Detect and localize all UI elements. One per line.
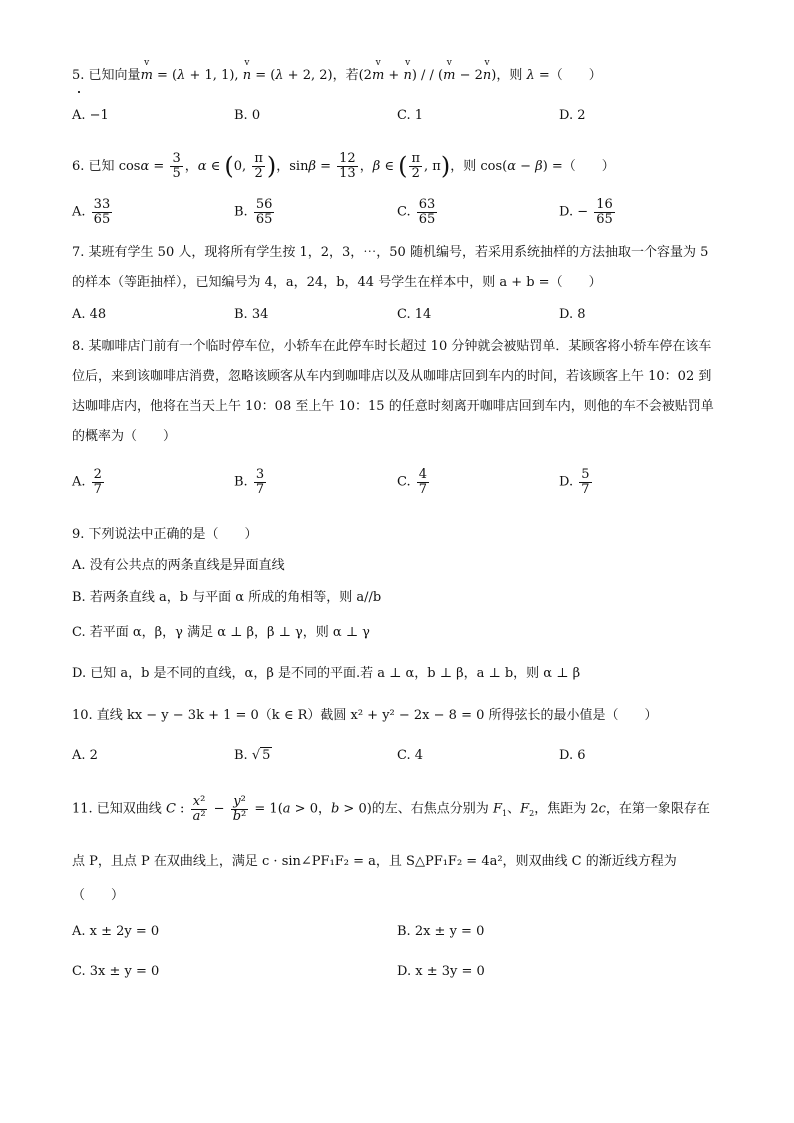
- q11-options-row2: [72, 964, 722, 998]
- question-7: 7. 某班有学生 50 人，现将所有学生按 1，2，3，⋯，50 随机编号，若采用系统抽样的方法抽取一个容量为 5 的样本（等距抽样），已知编号为 4，a，24，b，44 号学生在样本中，则 a + b =（ ）: [72, 245, 709, 290]
- question-8: 8. 某咖啡店门前有一个临时停车位，小轿车在此停车时长超过 10 分钟就会被贴罚单．某顾客将小轿车停在该车位后，来到该咖啡店消费，忽略该顾客从车内到咖啡店以及从咖啡店回到车内的时间，若该顾客上午 10：02 到达咖啡店内，他将在当天上午 10：08 至上午 10：15 的任意时刻离开咖啡店回到车内，则他的车不会被贴罚单的概率为（ ）: [72, 339, 714, 444]
- option-a[interactable]: A. −1: [72, 108, 109, 123]
- option-b[interactable]: B. √ 5: [234, 748, 271, 763]
- q9-option-c[interactable]: C. 若平面 α，β，γ 满足 α ⊥ β，β ⊥ γ，则 α ⊥ γ: [72, 625, 370, 640]
- option-c[interactable]: C. 3x ± y = 0: [72, 964, 160, 979]
- q9-option-a[interactable]: A. 没有公共点的两条直线是异面直线: [72, 558, 285, 573]
- question-10: 10. 直线 kx − y − 3k + 1 = 0（k ∈ R）截圆 x² + y² − 2x − 8 = 0 所得弦长的最小值是（ ）: [72, 708, 658, 723]
- option-a[interactable]: A. 2: [72, 748, 98, 763]
- option-d[interactable]: D. x ± 3y = 0: [397, 964, 485, 979]
- option-b[interactable]: B. 0: [234, 108, 261, 123]
- option-c[interactable]: C. 4: [397, 748, 424, 763]
- q10-options: [72, 748, 722, 782]
- question-5: 5. 已知向量v m = (λ + 1, 1), v n = (λ + 2, 2)，若(2v m + v n) / / (v m − 2v n)，则 λ =（ ）: [72, 66, 722, 86]
- q9-option-d[interactable]: D. 已知 a，b 是不同的直线，α，β 是不同的平面.若 a ⊥ α，b ⊥ β，a ⊥ b，则 α ⊥ β: [72, 666, 581, 681]
- stray-dot: [78, 91, 80, 93]
- option-c[interactable]: C. $\frac{63}{65}$: [397, 197, 436, 227]
- q11-paren: （ ）: [72, 888, 125, 903]
- option-b[interactable]: B. $\frac{56}{65}$: [234, 197, 273, 227]
- q6-options: [72, 198, 722, 232]
- q8-options: [72, 468, 722, 502]
- question-9: 9. 下列说法中正确的是（ ）: [72, 527, 258, 542]
- option-d[interactable]: D. 2: [559, 108, 586, 123]
- option-a[interactable]: A. $\frac{2}{7}$: [72, 467, 102, 497]
- option-c[interactable]: C. $\frac{4}{7}$: [397, 467, 428, 497]
- q11-line-2: 点 P，且点 P 在双曲线上，满足 c · sin∠PF₁F₂ = a，且 S△PF₁F₂ = 4a²，则双曲线 C 的渐近线方程为: [72, 854, 677, 869]
- option-d[interactable]: D. − $\frac{16}{65}$: [559, 197, 613, 227]
- q11-options-row1: [72, 924, 722, 958]
- question-number: 5.: [72, 68, 85, 83]
- q9-option-b[interactable]: B. 若两条直线 a，b 与平面 α 所成的角相等，则 a//b: [72, 590, 382, 605]
- question-6: 6. 已知 cosα = $\frac{3}{5}$ ，α ∈ (0, $\frac{\pi}{2}$ )，sinβ = $\frac{12}{13}$ ，β ∈ ( $\frac{\pi}{2}$ , π)，则 cos(α − β) =（ ）: [72, 151, 615, 182]
- q5-options: [72, 108, 722, 142]
- option-a[interactable]: A. x ± 2y = 0: [72, 924, 160, 939]
- question-11: 11. 已知双曲线 C : $\frac{\text{x²}}{\text{a²}}$ − $\frac{\text{y²}}{\text{b²}}$ = 1(a > 0，b > 0)的左、右焦点分别为 $F_1$、$F_2$，焦距为 2c，在第一象限存在: [72, 794, 710, 824]
- option-c[interactable]: C. 14: [397, 307, 432, 322]
- option-a[interactable]: A. $\frac{33}{65}$: [72, 197, 111, 227]
- option-a[interactable]: A. 48: [72, 307, 107, 322]
- option-b[interactable]: B. 2x ± y = 0: [397, 924, 485, 939]
- option-d[interactable]: D. 6: [559, 748, 586, 763]
- option-d[interactable]: D. $\frac{5}{7}$: [559, 467, 590, 497]
- option-c[interactable]: C. 1: [397, 108, 424, 123]
- option-b[interactable]: B. $\frac{3}{7}$: [234, 467, 265, 497]
- option-b[interactable]: B. 34: [234, 307, 269, 322]
- option-d[interactable]: D. 8: [559, 307, 586, 322]
